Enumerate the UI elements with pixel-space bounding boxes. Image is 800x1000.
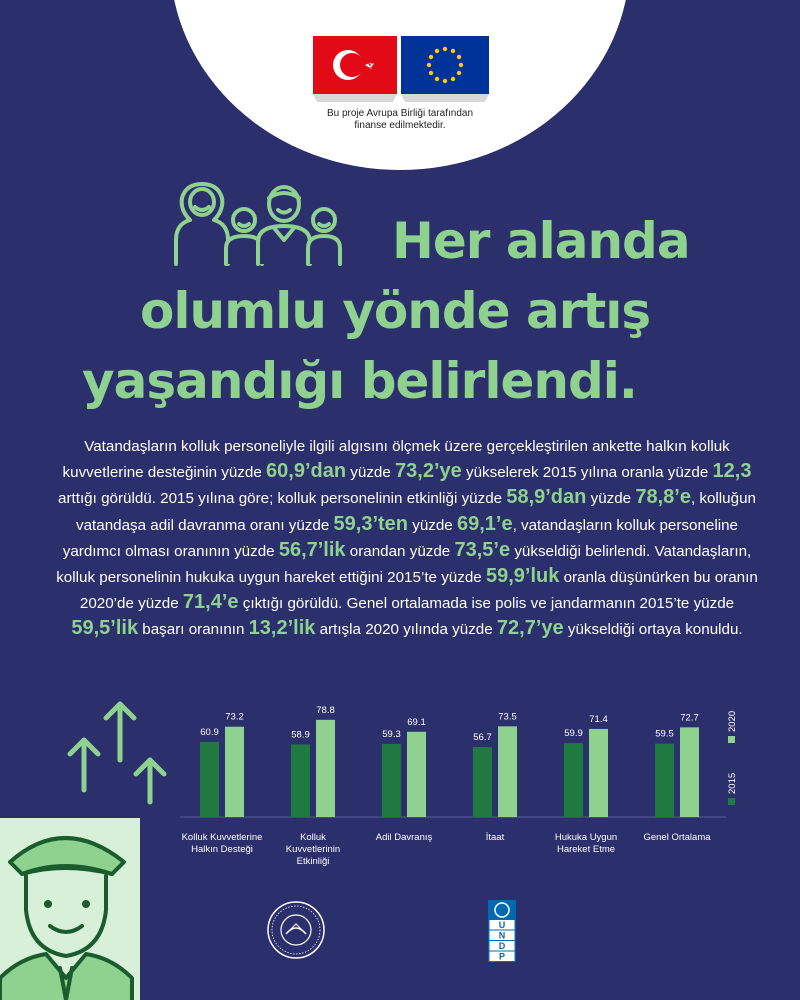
turkey-flag-icon <box>313 36 397 94</box>
arrow-up-icon <box>136 760 164 802</box>
highlight-number: 59,5’lik <box>71 617 139 640</box>
paragraph-text: , vatandaşların kolluk personeline yardımcı olması oranının yüzde <box>62 516 738 560</box>
highlight-number: 59,9’luk <box>485 565 560 588</box>
headline-line-2: olumlu yönde artış <box>140 282 651 340</box>
paragraph-text: yüzde <box>346 464 396 482</box>
legend-label-2020: 2020 <box>727 710 738 732</box>
eu-flag-icon <box>401 36 489 94</box>
paragraph-text: yükseldiği belirlendi. Vatandaşların, kolluk personelinin hukuka uygun hareket ettiğini 2015’te yüzde <box>56 542 752 587</box>
paragraph-text: artışla 2020 yılında yüzde <box>315 621 497 639</box>
headline-line-1: Her alanda <box>392 212 690 270</box>
paragraph-text: yükseldiği ortaya konuldu. <box>563 621 743 639</box>
ministry-seal-icon <box>266 900 326 960</box>
data-label: 59.9 <box>564 728 583 740</box>
category-label: Genel Ortalama <box>643 832 711 843</box>
data-label: 73.2 <box>225 711 244 723</box>
data-label: 73.5 <box>498 711 517 723</box>
people-icon <box>168 180 344 266</box>
undp-letter: N <box>498 930 506 941</box>
highlight-number: 12,3 <box>712 460 752 483</box>
bar-chart <box>172 686 752 886</box>
body-paragraph <box>48 434 766 643</box>
paragraph-text: yükselerek 2015 yılına <box>461 464 622 482</box>
paragraph-text: başarı oranının <box>138 621 249 639</box>
legend-swatch-2015 <box>728 798 735 805</box>
data-label: 56.7 <box>473 732 492 744</box>
arrow-up-icon <box>70 740 98 790</box>
data-label: 58.9 <box>291 729 310 741</box>
highlight-number: 73,2’ye <box>395 460 462 483</box>
arrows-group <box>60 690 180 810</box>
category-label: Kolluk <box>300 832 326 843</box>
police-officer-icon <box>0 818 140 1000</box>
bar-2015 <box>564 743 583 817</box>
bar-2015 <box>382 744 401 817</box>
data-label: 72.7 <box>680 712 699 724</box>
paragraph-text: kolluk kuvvetlerine desteğinin yüzde <box>62 438 730 482</box>
highlight-number: 69,1’e <box>456 512 513 535</box>
paragraph-text: Vatandaşların kolluk personeliyle ilgili algısını ölçmek üzere gerçekleştirilen ankette halkın <box>84 438 691 455</box>
highlight-number: 78,8’e <box>635 486 691 509</box>
undp-letter: D <box>498 941 506 951</box>
paragraph-text: çıktığı görüldü. Genel ortalamada ise polis ve jandarmanın 2015’te yüzde <box>238 595 735 613</box>
data-label: 71.4 <box>589 713 608 725</box>
paragraph-text: oranla yüzde <box>621 464 713 482</box>
highlight-number: 13,2’lik <box>248 617 316 640</box>
data-label: 59.3 <box>382 728 401 740</box>
paragraph-text: oranla düşünürken bu oranın 2020’de yüzde <box>79 569 758 613</box>
bar-2015 <box>291 744 310 817</box>
data-label: 60.9 <box>200 726 219 738</box>
legend-label-2015: 2015 <box>727 772 738 794</box>
bar-2020 <box>225 727 244 817</box>
funding-note <box>290 108 510 132</box>
data-label: 69.1 <box>407 716 426 728</box>
paragraph-text: , kolluğun vatandaşa adil davranma oranı yüzde <box>76 490 756 534</box>
bar-2015 <box>655 744 674 817</box>
category-label: Kolluk Kuvvetlerine <box>181 832 263 843</box>
flags-group <box>313 36 489 106</box>
bar-2020 <box>589 729 608 817</box>
paragraph-text: yüzde <box>586 490 636 508</box>
bar-2015 <box>473 747 492 817</box>
bar-2015 <box>200 742 219 817</box>
category-label: Etkinliği <box>296 856 330 867</box>
funding-line-2: finanse edilmektedir. <box>354 120 446 131</box>
funding-line-1: Bu proje Avrupa Birliği tarafından <box>326 108 473 119</box>
category-label: İtaat <box>485 832 505 843</box>
highlight-number: 73,5’e <box>454 538 511 561</box>
undp-letter: P <box>498 951 506 962</box>
data-label: 78.8 <box>316 704 335 716</box>
legend-swatch-2020 <box>728 736 735 743</box>
arrow-up-icon <box>106 704 134 760</box>
undp-letter: U <box>498 920 506 930</box>
paragraph-text: yüzde <box>408 516 457 534</box>
paragraph-text: orandan yüzde <box>345 542 455 560</box>
category-label: Hareket Etme <box>556 844 616 855</box>
bar-2020 <box>498 726 517 817</box>
bar-2020 <box>407 732 426 817</box>
category-label: Halkın Desteği <box>191 844 253 855</box>
category-label: Hukuka Uygun <box>554 832 618 843</box>
highlight-number: 59,3’ten <box>333 512 408 535</box>
highlight-number: 72,7’ye <box>496 617 564 640</box>
category-label: Kuvvetlerinin <box>285 844 341 855</box>
paragraph-text: arttığı görüldü. 2015 yılına göre; kolluk personelinin etkinliği yüzde <box>58 490 507 508</box>
category-label: Adil Davranış <box>375 832 433 843</box>
highlight-number: 58,9’dan <box>506 486 587 509</box>
undp-logo-icon <box>488 900 516 962</box>
highlight-number: 56,7’lik <box>278 538 346 561</box>
data-label: 59.5 <box>655 728 674 740</box>
headline-line-3: yaşandığı belirlendi. <box>82 352 637 410</box>
bar-2020 <box>680 727 699 817</box>
highlight-number: 60,9’dan <box>266 460 347 483</box>
highlight-number: 71,4’e <box>182 591 239 614</box>
bar-2020 <box>316 720 335 817</box>
